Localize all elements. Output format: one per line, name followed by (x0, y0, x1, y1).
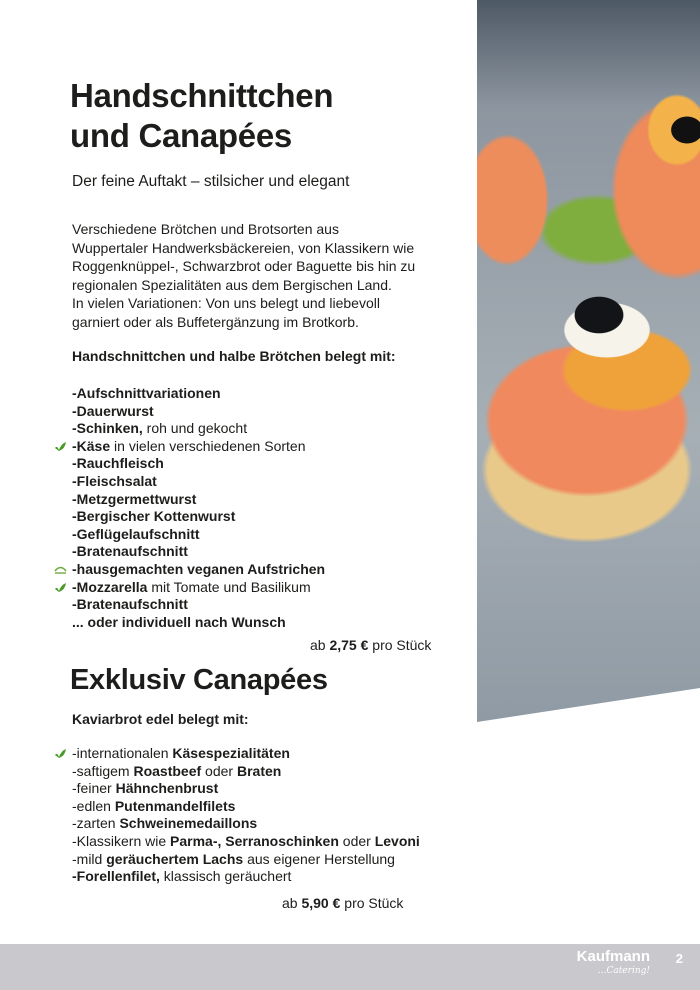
page-title (70, 76, 333, 156)
section2-price (282, 895, 403, 912)
list-item-text: -Klassikern wie (72, 832, 171, 849)
list-item (72, 473, 325, 491)
list-item (72, 455, 325, 473)
list-item-text: roh und gekocht (142, 420, 248, 437)
list-item-text: -hausgemachten veganen Aufstrichen (72, 560, 326, 577)
list-item (72, 868, 420, 886)
vegan-icon (54, 563, 67, 575)
list-item (72, 798, 420, 816)
list-item-text: Schweinemedaillons (119, 815, 258, 832)
list-item-text: -Bratenaufschnitt (72, 543, 188, 560)
price-value: 5,90 € (301, 895, 341, 911)
title-line: Handschnittchen (70, 77, 334, 114)
list-item (72, 508, 325, 526)
list-item (72, 833, 420, 851)
list-item-text: -internationalen (72, 745, 173, 761)
list-item-text: Levoni (374, 832, 420, 849)
list-item (72, 491, 325, 509)
list-item-text: -saftigem (72, 762, 134, 779)
brand-name: Kaufmann (576, 948, 650, 965)
list-item-text: -mild (72, 850, 107, 867)
list-item-text: Roastbeef (133, 762, 202, 779)
list-item (72, 403, 325, 421)
list-item (72, 614, 325, 632)
vegetarian-leaf-icon (54, 440, 67, 452)
intro-line: Wuppertaler Handwerksbäckereien, von Klassikern wie (72, 239, 415, 256)
vegetarian-leaf-icon (54, 581, 67, 593)
list-item-text: -Bratenaufschnitt (72, 596, 188, 613)
list-item-text: oder (338, 832, 375, 849)
list-item (72, 745, 420, 763)
section1-price (310, 637, 431, 654)
section1-lead: Handschnittchen und halbe Brötchen belegt mit: (72, 348, 396, 364)
list-item-text: -Käse (72, 437, 111, 454)
list-item (72, 596, 325, 614)
list-item-text: Braten (236, 762, 282, 779)
list-item (72, 780, 420, 798)
list-item-text: Hähnchenbrust (115, 780, 219, 797)
list-item-text: ... oder individuell nach Wunsch (72, 613, 286, 630)
list-item-text: Parma-, Serranoschinken (170, 832, 339, 849)
canape-photo (477, 0, 700, 722)
price-value: 2,75 € (329, 637, 369, 653)
vegetarian-leaf-icon (54, 747, 67, 759)
price-prefix: ab (310, 637, 330, 653)
list-item-text: -Forellenfilet, (72, 868, 160, 885)
list-item-text: Putenmandelfilets (114, 797, 236, 814)
list-item-text: -Schinken, (72, 420, 143, 437)
intro-line: garniert oder als Buffetergänzung im Brotkorb. (72, 313, 359, 330)
brand-logo (577, 948, 650, 977)
list-item-text: -Aufschnittvariationen (72, 385, 221, 401)
section1-list (72, 385, 325, 631)
list-item-text: -feiner (72, 780, 116, 797)
list-item-text: -Metzgermettwurst (72, 490, 197, 507)
section2-list (72, 745, 420, 886)
list-item (72, 385, 325, 403)
footer-bar (0, 944, 700, 990)
price-suffix: pro Stück (368, 637, 432, 653)
list-item-text: -zarten (72, 815, 120, 832)
intro-line: Verschiedene Brötchen und Brotsorten aus (72, 221, 339, 237)
list-item-text: -Rauchfleisch (72, 455, 164, 472)
list-item (72, 851, 420, 869)
list-item (72, 763, 420, 781)
list-item (72, 579, 325, 597)
page-number: 2 (675, 951, 683, 966)
list-item (72, 438, 325, 456)
intro-text (72, 220, 442, 331)
list-item-text: -Geflügelaufschnitt (72, 525, 200, 542)
list-item-text: -Fleischsalat (72, 472, 157, 489)
intro-line: regionalen Spezialitäten aus dem Bergischen Land. (72, 276, 392, 293)
list-item-text: -Mozzarella (72, 578, 148, 595)
list-item (72, 526, 325, 544)
list-item-text: klassisch geräuchert (159, 868, 292, 885)
intro-line: In vielen Variationen: Von uns belegt und liebevoll (72, 295, 380, 311)
intro-line: Roggenknüppel-, Schwarzbrot oder Baguette bis hin zu (72, 258, 416, 274)
price-suffix: pro Stück (340, 895, 404, 911)
list-item-text: oder (201, 762, 237, 779)
list-item-text: -edlen (72, 797, 115, 814)
list-item-text: mit Tomate und Basilikum (147, 578, 311, 595)
price-prefix: ab (282, 895, 302, 911)
list-item-text: aus eigener Herstellung (243, 850, 395, 867)
list-item-text: Käsespezialitäten (172, 745, 290, 761)
title-line: und Canapées (70, 117, 292, 154)
section2-title: Exklusiv Canapées (70, 664, 328, 696)
list-item (72, 561, 325, 579)
list-item (72, 815, 420, 833)
list-item (72, 420, 325, 438)
brand-tagline: ...Catering! (597, 966, 650, 976)
list-item-text: in vielen verschiedenen Sorten (110, 437, 306, 454)
section2-lead: Kaviarbrot edel belegt mit: (72, 711, 249, 727)
list-item-text: -Dauerwurst (72, 402, 154, 419)
list-item-text: geräuchertem Lachs (106, 850, 244, 867)
subtitle: Der feine Auftakt – stilsicher und elegant (72, 173, 350, 190)
list-item-text: -Bergischer Kottenwurst (72, 508, 236, 525)
list-item (72, 543, 325, 561)
